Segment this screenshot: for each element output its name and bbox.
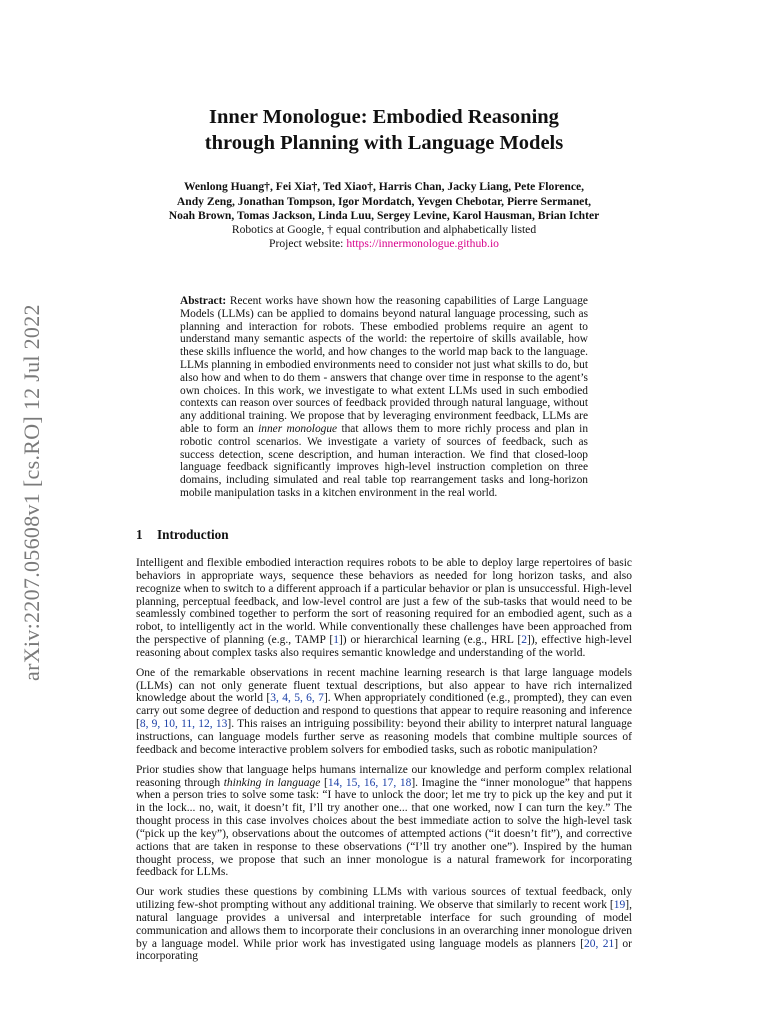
project-website-link[interactable]: https://innermonologue.github.io [346,237,499,250]
paragraph-1-text-a: Intelligent and flexible embodied interaction requires robots to be able to deploy large repertoires of basic behaviors in appropriate ways, sequence these behaviors as needed for long horizon tasks, and also recognize when to switch to a different approach if a particular behavior or plan is unsuccessful. High-level planning, perceptual feedback, and low-level control are just a few of the sub-tasks that would need to be seamlessly combined together to perform the sort of reasoning required for an embodied agent, such as a robot, to intelligently act in the world. While conventionally these challenges have been approached from the perspective of planning (e.g., TAMP [ [136,557,632,647]
section-number: 1 [136,527,143,542]
abstract-text-2: that allows them to more richly process and plan in robotic control scenarios. We investigate a variety of sources of feedback, such as success detection, scene description, and human interaction. We find that closed-loop language feedback significantly improves high-level instruction completion on three domains, including simulated and real table top rearrangement tasks and long-horizon mobile manipulation tasks in a kitchen environment in the real world. [180,422,589,499]
paragraph-2-text-b: ]. When appropriately conditioned (e.g., prompted), they can even carry out some degree of deduction and respond to questions that appear to require reasoning and inference [ [136,692,633,731]
paragraph-3-italic-term: thinking in language [223,776,321,789]
authors-line-2: Andy Zeng, Jonathan Tompson, Igor Mordatch, Yevgen Chebotar, Pierre Sermanet, [176,194,592,208]
paragraph-4-text-b: ], natural language provides a universal and interpretable interface for such grounding of model communication and allows them to incorporate their conclusions in an overarching inner monologue driven by a language model. While prior work has investigated using language models as planners [ [136,899,632,950]
paragraph-2-text-a: One of the remarkable observations in recent machine learning research is that large language models (LLMs) can not only generate fluent textual descriptions, but also appear to have rich internalized knowledge about the world [ [136,666,632,705]
project-website [100,237,668,251]
authors-line-3: Noah Brown, Tomas Jackson, Linda Luu, Sergey Levine, Karol Hausman, Brian Ichter [168,209,600,222]
paragraph-1 [136,557,632,660]
paragraph-1-text-b: ]) or hierarchical learning (e.g., HRL [ [338,634,522,647]
paragraph-3-text-a: Prior studies show that language helps humans internalize our knowledge and perform complex relational reasoning through [136,763,632,789]
abstract-label: Abstract: [180,295,227,307]
affiliation-block [100,223,668,251]
title-line-2: through Planning with Language Models [204,132,564,154]
affiliation: Robotics at Google, † equal contribution and alphabetically listed [231,223,537,236]
paper-title [100,104,668,156]
paragraph-4-text-a: Our work studies these questions by combining LLMs with various sources of textual feedback, only utilizing few-shot prompting without any additional training. We observe that similarly to recent work [ [136,886,632,912]
paragraph-3-text-b: [ [320,776,328,789]
abstract [180,295,588,500]
arxiv-identifier-stamp: arXiv:2207.05608v1 [cs.RO] 12 Jul 2022 [19,304,44,682]
authors-line-1: Wenlong Huang†, Fei Xia†, Ted Xiao†, Harris Chan, Jacky Liang, Pete Florence, [183,180,585,193]
paragraph-2-text-c: ]. This raises an intriguing possibility: beyond their ability to interpret natural language instructions, can language models further serve as reasoning models that combine multiple sources of feedback and become interactive problem solvers for embodied tasks, such as robotic manipulation? [136,718,633,756]
introduction-body [136,557,632,970]
section-heading-introduction [136,527,636,543]
paragraph-4-text-c: ] or incorporating [136,937,632,963]
citation-link[interactable]: 2 [521,634,527,647]
citation-link[interactable]: 1 [333,634,339,647]
abstract-text-1: Recent works have shown how the reasoning capabilities of Large Language Models (LLMs) can be applied to domains beyond natural language processing, such as planning and interaction for robots. These embodied problems require an agent to understand many semantic aspects of the world: the repertoire of skills available, how these skills influence the world, and how changes to the world map back to the language. LLMs planning in embodied environments need to consider not just what skills to do, but also how and when to do them - answers that change over time in response to the agent’s own choices. In this work, we investigate to what extent LLMs used in such embodied contexts can reason over sources of feedback provided through natural language, without any additional training. We propose that by leveraging environment feedback, LLMs are able to form an [180,295,588,435]
paragraph-3 [136,764,632,880]
section-title: Introduction [157,527,229,542]
citation-link[interactable]: 20, 21 [583,937,615,950]
paragraph-2 [136,667,632,757]
citation-link[interactable]: 3, 4, 5, 6, 7 [270,692,324,705]
project-website-label: Project website: [269,237,347,250]
title-line-1: Inner Monologue: Embodied Reasoning [209,106,559,128]
paragraph-4 [136,886,632,963]
citation-link[interactable]: 19 [613,899,626,912]
paragraph-1-text-c: ]), effective high-level reasoning about complex tasks also requires semantic knowledge and understanding of the world. [136,634,632,659]
author-list [100,180,668,224]
citation-link[interactable]: 14, 15, 16, 17, 18 [327,776,412,789]
paragraph-3-text-c: ]. Imagine the “inner monologue” that happens when a person tries to solve some task: “I have to unlock the door; let me try to pick up the key and put it in the lock... no, wait, it doesn’t fit, I’ll try another one... that one worked, now I can turn the key.” The thought process in this case involves choices about the best immediate action to solve the high-level task (“pick up the key”), observations about the outcomes of attempted actions (“it doesn’t fit”), and corrective actions that are taken in response to these observations (“I’ll try another one”). Inspired by the human thought process, we propose that such an inner monologue is a natural framework for incorporating feedback for LLMs. [136,776,632,879]
citation-link[interactable]: 8, 9, 10, 11, 12, 13 [139,718,228,731]
abstract-italic-term: inner monologue [258,422,338,435]
